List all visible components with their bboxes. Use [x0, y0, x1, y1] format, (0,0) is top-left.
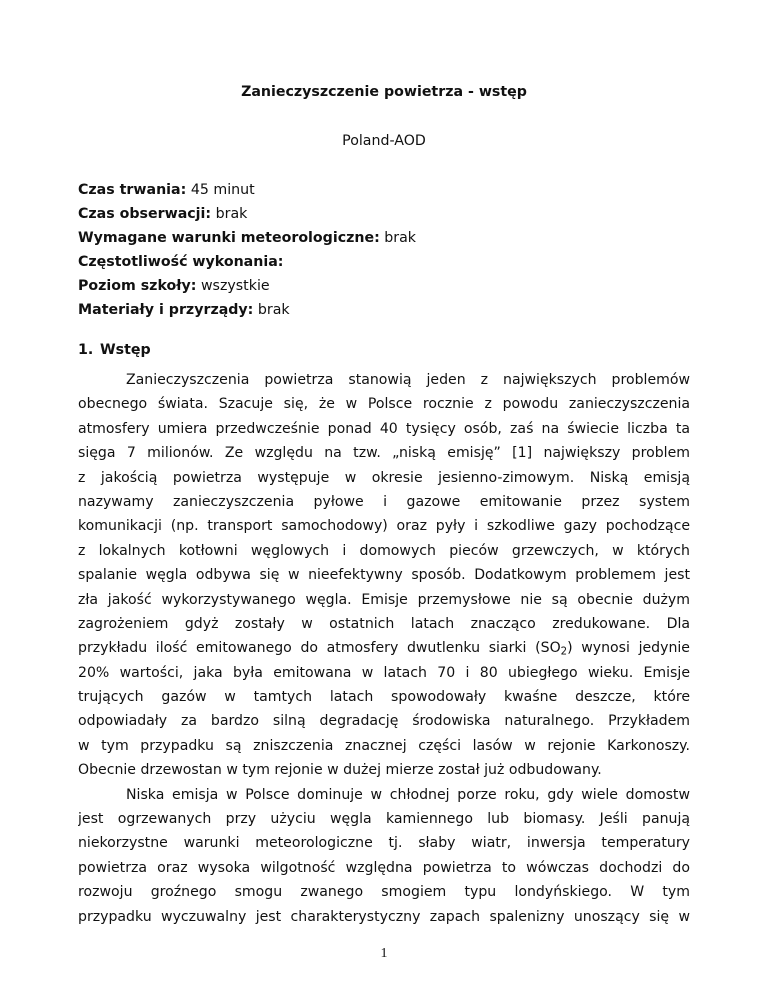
document-subtitle: Poland-AOD: [342, 133, 426, 149]
text-line: trujących gazów w tamtych latach spowodowały kwaśne deszcze, które: [78, 689, 690, 706]
meta-school-level: [78, 274, 690, 298]
meta-label: Wymagane warunki meteorologiczne:: [78, 230, 380, 246]
text-fragment: ) wynosi jedynie: [567, 640, 690, 657]
page-number: 1: [380, 946, 388, 961]
text-line: przypadku wyczuwalny jest charakterystyczny zapach spalenizny unoszący się w: [78, 908, 690, 925]
text-line: nazywamy zanieczyszczenia pyłowe i gazowe emitowanie przez system: [78, 493, 690, 510]
meta-label: Poziom szkoły:: [78, 278, 197, 294]
paragraph: [78, 368, 690, 783]
text-line: jest ogrzewanych przy użyciu węgla kamiennego lub biomasy. Jeśli panują: [78, 811, 690, 828]
text-line: z jakością powietrza występuje w okresie jesienno-zimowym. Niską emisją: [78, 469, 690, 486]
meta-label: Czas obserwacji:: [78, 206, 212, 222]
text-fragment: przykładu ilość emitowanego do atmosfery dwutlenku siarki (SO: [78, 640, 561, 657]
meta-observation-time: [78, 202, 690, 226]
meta-value: brak: [253, 302, 290, 318]
text-line: odpowiadały za bardzo silną degradację środowiska naturalnego. Przykładem: [78, 713, 690, 730]
meta-value: wszystkie: [196, 278, 270, 294]
meta-label: Materiały i przyrządy:: [78, 302, 254, 318]
meta-duration: [78, 178, 690, 202]
text-line: spalanie węgla odbywa się w nieefektywny sposób. Dodatkowym problemem jest: [78, 567, 690, 584]
section-heading: [78, 341, 151, 359]
paragraph: [78, 783, 690, 929]
text-line: obecnego świata. Szacuje się, że w Polsce rocznie z powodu zanieczyszczenia: [78, 396, 690, 413]
text-line: z lokalnych kotłowni węglowych i domowych pieców grzewczych, w których: [78, 542, 690, 559]
section-number: 1.: [78, 342, 94, 358]
text-line-so2: [78, 636, 690, 660]
meta-frequency: [78, 250, 690, 274]
text-line: w tym przypadku są zniszczenia znacznej części lasów w rejonie Karkonoszy.: [78, 737, 690, 754]
text-line: Niska emisja w Polsce dominuje w chłodnej porze roku, gdy wiele domostw: [126, 786, 690, 803]
subscript: 2: [560, 646, 568, 658]
meta-value: brak: [379, 230, 417, 246]
section-body: [78, 368, 690, 929]
text-line: niekorzystne warunki meteorologiczne tj. słaby wiatr, inwersja temperatury: [78, 835, 690, 852]
document-title: Zanieczyszczenie powietrza - wstęp: [241, 84, 527, 100]
text-line: Obecnie drzewostan w tym rejonie w dużej mierze został już odbudowany.: [78, 762, 602, 779]
text-line: sięga 7 milionów. Ze względu na tzw. „niską emisję” [1] największy problem: [78, 445, 690, 462]
text-line: Zanieczyszczenia powietrza stanowią jeden z największych problemów: [126, 372, 690, 388]
text-line: zła jakość wykorzystywanego węgla. Emisje przemysłowe nie są obecnie dużym: [78, 591, 690, 608]
document-page: [78, 0, 690, 994]
meta-label: Częstotliwość wykonania:: [78, 254, 284, 270]
meta-value: 45 minut: [186, 182, 255, 198]
meta-materials: [78, 298, 690, 322]
section-title: Wstęp: [100, 342, 151, 358]
text-line: atmosfery umiera przedwcześnie ponad 40 tysięcy osób, zaś na świecie liczba ta: [78, 420, 690, 437]
text-line: komunikacji (np. transport samochodowy) oraz pyły i szkodliwe gazy pochodzące: [78, 518, 690, 535]
text-line: rozwoju groźnego smogu zwanego smogiem typu londyńskiego. W tym: [78, 884, 690, 901]
text-line: zagrożeniem gdyż zostały w ostatnich latach znacząco zredukowane. Dla: [78, 615, 690, 632]
text-line: 20% wartości, jaka była emitowana w latach 70 i 80 ubiegłego wieku. Emisje: [78, 664, 690, 681]
activity-metadata-list: [78, 178, 690, 322]
meta-weather-conditions: [78, 226, 690, 250]
text-line: powietrza oraz wysoka wilgotność względna powietrza to wówczas dochodzi do: [78, 859, 690, 876]
meta-label: Czas trwania:: [78, 182, 187, 198]
meta-value: brak: [211, 206, 248, 222]
